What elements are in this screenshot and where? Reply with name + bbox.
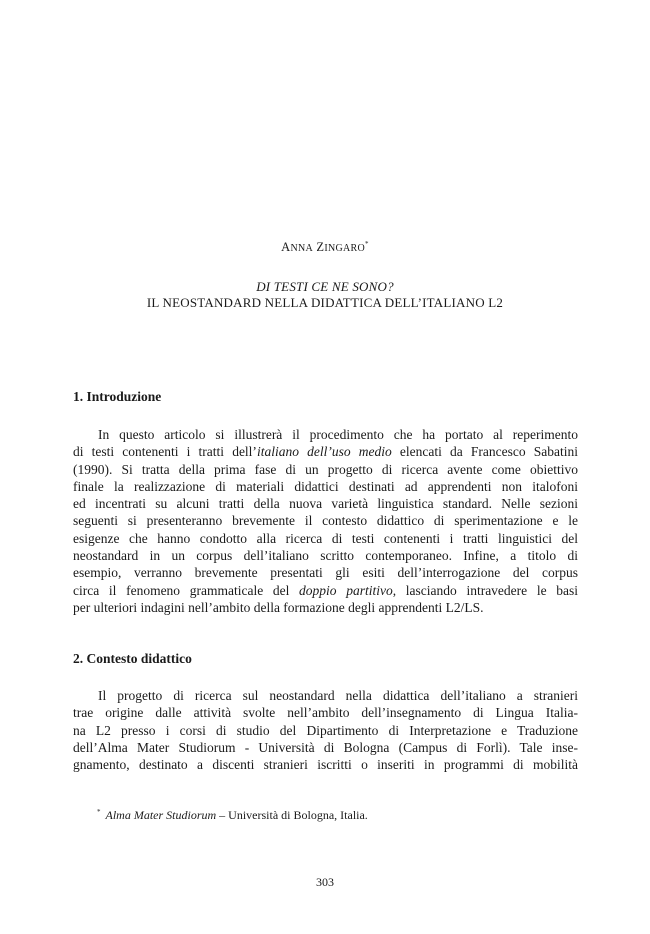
author-last-rest: INGARO — [324, 243, 366, 254]
text-run: esigenze che hanno condotto alla ricerca di testi contenenti i tratti linguistici del — [73, 530, 578, 546]
text-run: , lasciando intravedere le basi — [392, 582, 579, 598]
text-line — [73, 512, 578, 529]
footnote — [97, 808, 368, 823]
text-line — [73, 443, 578, 460]
text-run: circa il fenomeno grammaticale del — [73, 582, 300, 598]
title-line-2: IL NEOSTANDARD NELLA DIDATTICA DELL’ITALIANO L2 — [146, 295, 504, 310]
text-run: In questo articolo si illustrerà il procedimento che ha portato al reperimento — [98, 427, 578, 442]
text-run: esempio, verranno brevemente presentati gli esiti dell’interrogazione del corpus — [73, 565, 578, 581]
text-line — [73, 687, 578, 704]
text-run: di testi contenenti i tratti dell’ — [73, 444, 257, 460]
text-line — [73, 756, 578, 773]
text-run: trae origine dalle attività svolte nell’ambito dell’insegnamento di Lingua Italia- — [73, 705, 578, 721]
text-line — [73, 582, 578, 599]
text-line — [73, 426, 578, 443]
text-line — [73, 530, 578, 547]
title-line-1: DI TESTI CE NE SONO? — [256, 279, 394, 294]
text-run: Il progetto di ricerca sul neostandard nella didattica dell’italiano a stranieri — [98, 688, 578, 703]
text-run: seguenti si presenteranno brevemente il contesto didattico di sperimentazione e le — [73, 513, 578, 529]
author-first-initial: A — [281, 240, 291, 254]
text-line — [73, 599, 578, 616]
text-line — [73, 495, 578, 512]
text-run: (1990). Si tratta della prima fase di un progetto di ricerca avente come obiettivo — [73, 461, 578, 477]
author-name — [0, 240, 650, 255]
text-line — [73, 722, 578, 739]
text-line — [73, 547, 578, 564]
section-heading-introduzione: 1. Introduzione — [73, 389, 162, 404]
text-run: per ulteriori indagini nell’ambito della formazione degli apprendenti L2/LS. — [73, 599, 484, 615]
text-run: gnamento, destinato a discenti stranieri iscritti o inseriti in programmi di mobilità — [73, 757, 578, 773]
italic-term: doppio partitivo — [299, 582, 393, 598]
page-number: 303 — [316, 875, 334, 889]
author-footnote-mark: * — [365, 240, 369, 248]
paragraph-introduzione — [73, 426, 578, 616]
text-run: neostandard in un corpus dell’italiano scritto contemporaneo. Infine, a titolo di — [73, 548, 578, 564]
text-line — [73, 461, 578, 478]
text-run: elencati da Francesco Sabatini — [391, 444, 578, 460]
text-run: ed incentrati su alcuni tratti della nuova varietà linguistica standard. Nelle sezioni — [73, 496, 578, 512]
text-line — [73, 739, 578, 756]
footnote-affiliation: Alma Mater Studiorum — [105, 808, 217, 822]
text-line — [73, 478, 578, 495]
text-run: na L2 presso i corsi di studio del Dipartimento di Interpretazione e Traduzione — [73, 722, 578, 738]
paragraph-contesto — [73, 687, 578, 773]
text-line — [73, 564, 578, 581]
section-heading-contesto: 2. Contesto didattico — [73, 651, 192, 666]
article-title — [0, 279, 650, 311]
footnote-text: – Università di Bologna, Italia. — [216, 808, 368, 822]
footnote-mark: * — [97, 808, 101, 816]
author-first-rest: NNA — [290, 243, 314, 254]
italic-term: italiano dell’uso medio — [256, 444, 392, 460]
text-run: dell’Alma Mater Studiorum - Università di Bologna (Campus di Forlì). Tale inse- — [73, 739, 578, 755]
text-line — [73, 704, 578, 721]
author-last-initial: Z — [316, 240, 325, 254]
text-run: finale la realizzazione di materiali didattici destinati ad apprendenti non italofoni — [73, 478, 578, 494]
